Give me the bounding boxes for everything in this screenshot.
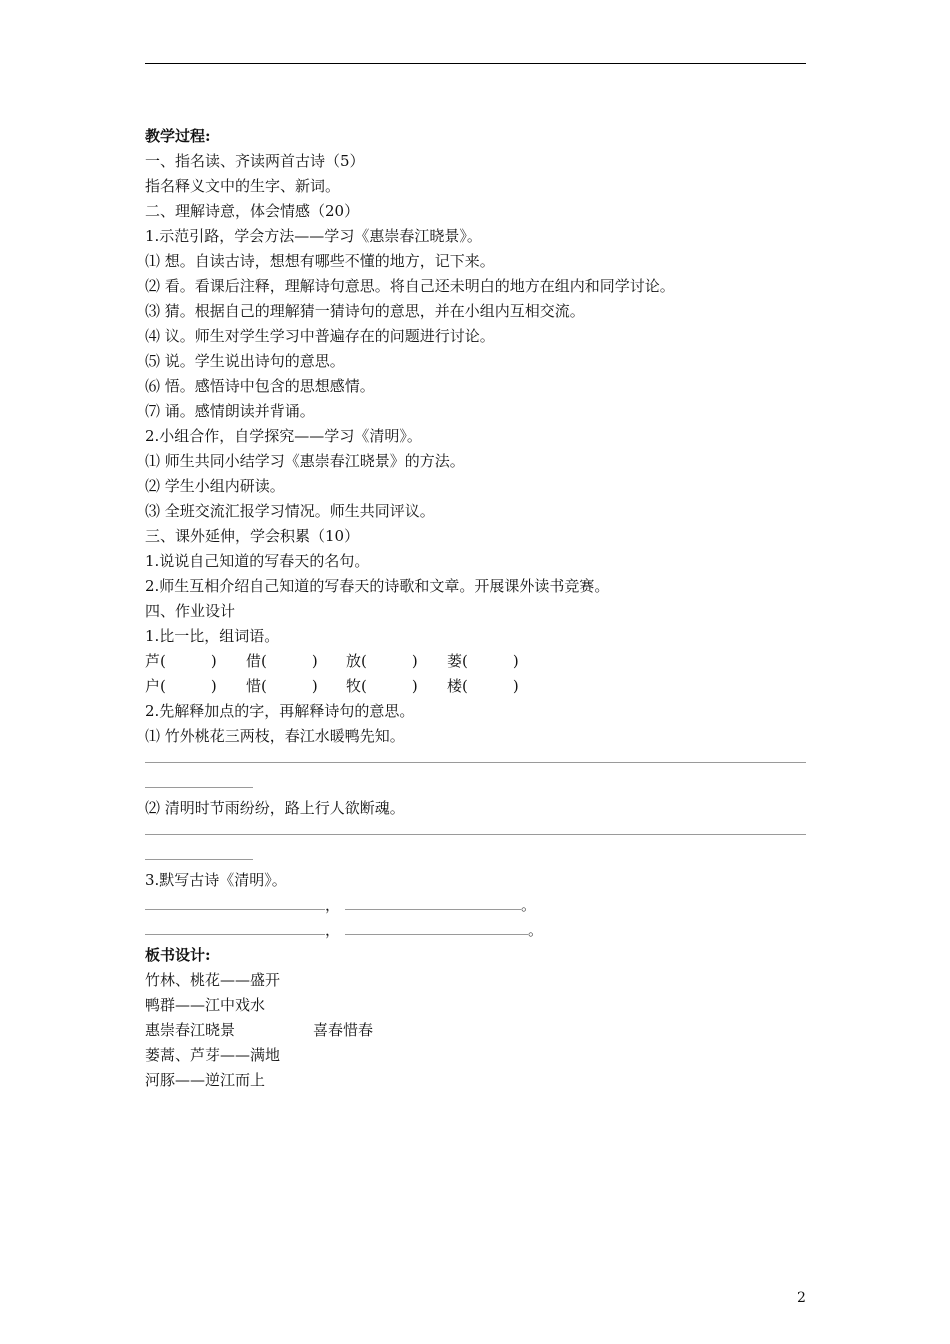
page-number: 2	[797, 1290, 806, 1306]
step-line: ⑴ 想。自读古诗，想想有哪些不懂的地方，记下来。	[145, 252, 495, 270]
board-line: 鸭群——江中戏水	[145, 996, 266, 1014]
period: 。	[528, 921, 544, 939]
step-line: ⑸ 说。学生说出诗句的意思。	[145, 352, 345, 370]
compare-item: 借( )	[246, 652, 318, 670]
compare-item: 牧( )	[346, 677, 418, 695]
page-content	[145, 124, 806, 1093]
step-line: 1.示范引路，学会方法——学习《惠崇春江晓景》。	[145, 227, 482, 245]
compare-item: 蒌( )	[447, 652, 519, 670]
answer-line	[145, 762, 806, 763]
compare-item: 楼( )	[447, 677, 519, 695]
compare-item: 惜( )	[246, 677, 318, 695]
fill-blank	[145, 918, 325, 935]
fill-blank	[145, 893, 325, 910]
board-line: 蒌蒿、芦芽——满地	[145, 1046, 281, 1064]
step-line: ⑺ 诵。感情朗读并背诵。	[145, 402, 315, 420]
board-theme: 喜春惜春	[313, 1021, 374, 1039]
step-line: ⑶ 猜。根据自己的理解猜一猜诗句的意思，并在小组内互相交流。	[145, 302, 585, 320]
answer-line	[145, 859, 253, 860]
board-line-3	[145, 1018, 806, 1043]
period: 。	[521, 896, 537, 914]
compare-row-1	[145, 649, 806, 674]
step-line: 指名释义文中的生字、新词。	[145, 177, 341, 195]
fill-row-2	[145, 918, 806, 943]
board-title: 板书设计:	[145, 946, 211, 964]
step-line: ⑴ 师生共同小结学习《惠崇春江晓景》的方法。	[145, 452, 465, 470]
answer-line	[145, 834, 806, 835]
fill-blank	[345, 918, 528, 935]
step-line: 2.师生互相介绍自己知道的写春天的诗歌和文章。开展课外读书竞赛。	[145, 577, 610, 595]
board-line: 竹林、桃花——盛开	[145, 971, 281, 989]
compare-row-2	[145, 674, 806, 699]
header-rule	[145, 63, 806, 64]
answer-line	[145, 787, 253, 788]
compare-item: 户( )	[145, 677, 217, 695]
step-line: 三、课外延伸，学会积累（10）	[145, 527, 360, 545]
step-line: 四、作业设计	[145, 602, 236, 620]
step-line: ⑵ 看。看课后注释，理解诗句意思。将自己还未明白的地方在组内和同学讨论。	[145, 277, 675, 295]
compare-item: 放( )	[346, 652, 418, 670]
step-line: 1.说说自己知道的写春天的名句。	[145, 552, 370, 570]
step-line: 1.比一比，组词语。	[145, 627, 280, 645]
board-line: 河豚——逆江而上	[145, 1071, 266, 1089]
step-line: ⑹ 悟。感悟诗中包含的思想感情。	[145, 377, 375, 395]
step-line: 2.小组合作，自学探究——学习《清明》。	[145, 427, 422, 445]
homework-3: 3.默写古诗《清明》。	[145, 871, 287, 889]
step-line: ⑶ 全班交流汇报学习情况。师生共同评议。	[145, 502, 435, 520]
step-line: 二、理解诗意，体会情感（20）	[145, 202, 360, 220]
comma: ，	[325, 896, 341, 914]
fill-row-1	[145, 893, 806, 918]
board-center-title: 惠崇春江晓景	[145, 1021, 236, 1039]
step-line: ⑷ 议。师生对学生学习中普遍存在的问题进行讨论。	[145, 327, 495, 345]
poem-line-2: ⑵ 清明时节雨纷纷，路上行人欲断魂。	[145, 799, 405, 817]
step-line: ⑵ 学生小组内研读。	[145, 477, 285, 495]
comma: ，	[325, 921, 341, 939]
compare-item: 芦( )	[145, 652, 217, 670]
poem-line-1: ⑴ 竹外桃花三两枝，春江水暖鸭先知。	[145, 727, 405, 745]
section-title: 教学过程:	[145, 127, 211, 145]
step-line: 一、指名读、齐读两首古诗（5）	[145, 152, 365, 170]
homework-2: 2.先解释加点的字，再解释诗句的意思。	[145, 702, 415, 720]
fill-blank	[345, 893, 521, 910]
